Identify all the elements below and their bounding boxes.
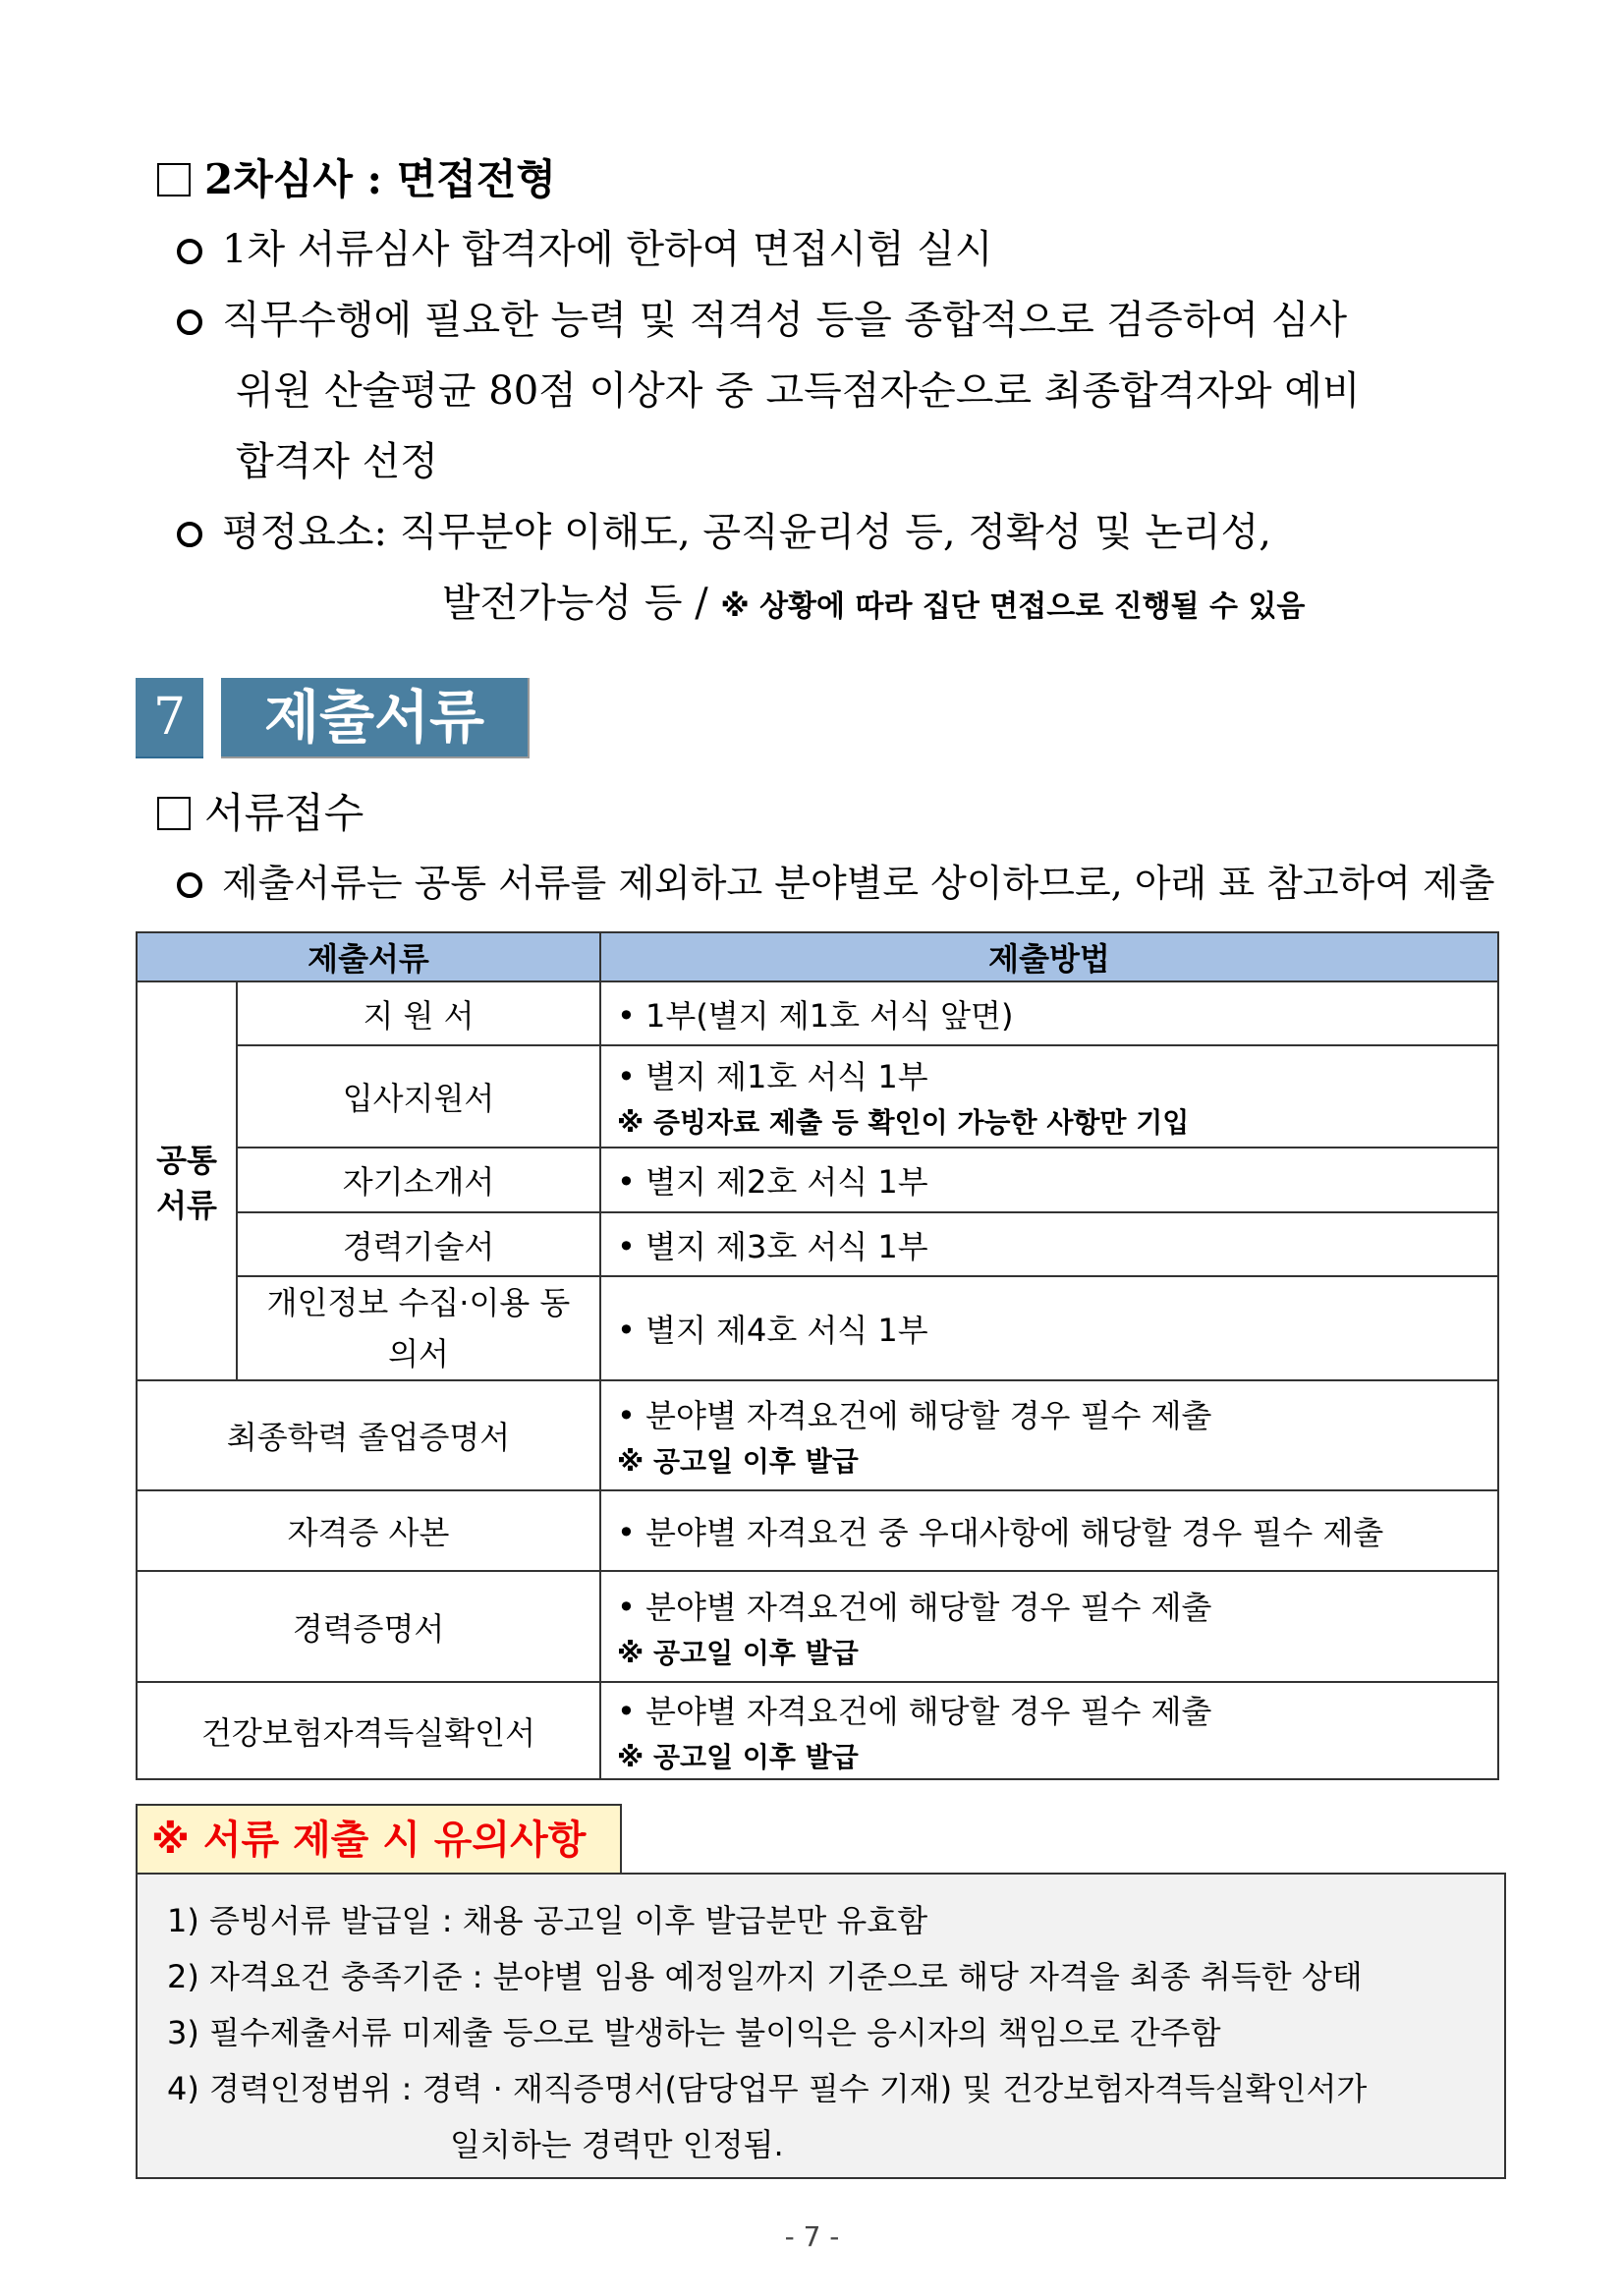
method-cell: • 분야별 자격요건에 해당할 경우 필수 제출 ※ 공고일 이후 발급 [600, 1380, 1498, 1490]
method-cell: • 별지 제3호 서식 1부 [600, 1212, 1498, 1276]
table-row [137, 1682, 1498, 1779]
table-row [137, 981, 1498, 1045]
checkbox-square-icon [157, 797, 191, 830]
doc-cell: 자기소개서 [237, 1148, 600, 1212]
group-label: 공통 서류 [137, 981, 237, 1380]
receipt-heading: 서류접수 [157, 781, 364, 840]
circle-bullet-icon [177, 872, 202, 898]
method-cell: • 분야별 자격요건 중 우대사항에 해당할 경우 필수 제출 [600, 1490, 1498, 1571]
method-cell: • 별지 제1호 서식 1부 ※ 증빙자료 제출 등 확인이 가능한 사항만 기입 [600, 1045, 1498, 1148]
table-row [137, 1045, 1498, 1148]
notes-title: ※ 서류 제출 시 유의사항 [136, 1804, 622, 1873]
doc-cell: 경력기술서 [237, 1212, 600, 1276]
section-number: 7 [136, 678, 203, 758]
doc-cell: 경력증명서 [137, 1571, 600, 1682]
page-number: - 7 - [784, 2220, 840, 2253]
method-cell: • 1부(별지 제1호 서식 앞면) [600, 981, 1498, 1045]
doc-cell: 지 원 서 [237, 981, 600, 1045]
table-row [137, 1148, 1498, 1212]
method-cell: • 분야별 자격요건에 해당할 경우 필수 제출 ※ 공고일 이후 발급 [600, 1571, 1498, 1682]
circle-bullet-icon [177, 239, 202, 264]
documents-table [136, 931, 1499, 1780]
method-cell: • 분야별 자격요건에 해당할 경우 필수 제출 ※ 공고일 이후 발급 [600, 1682, 1498, 1779]
interview-bullet-1: 1차 서류심사 합격자에 한하여 면접시험 실시 [177, 218, 993, 274]
circle-bullet-icon [177, 522, 202, 547]
method-cell: • 별지 제4호 서식 1부 [600, 1276, 1498, 1380]
interview-bullet-2-cont: 위원 산술평균 80점 이상자 중 고득점자순으로 최종합격자와 예비 [236, 368, 1361, 414]
doc-cell: 입사지원서 [237, 1045, 600, 1148]
note-item: 1) 증빙서류 발급일 : 채용 공고일 이후 발급분만 유효함 [167, 1902, 928, 1939]
table-row [137, 1571, 1498, 1682]
header-method: 제출방법 [600, 932, 1498, 981]
checkbox-square-icon [157, 163, 191, 196]
table-header-row [137, 932, 1498, 981]
interview-bullet-2-cont2: 합격자 선정 [236, 439, 438, 484]
interview-heading: 2차심사 : 면접전형 [157, 147, 556, 206]
doc-cell: 건강보험자격득실확인서 [137, 1682, 600, 1779]
table-row [137, 1380, 1498, 1490]
note-item-cont: 일치하는 경력만 인정됨. [450, 2126, 784, 2163]
table-row [137, 1490, 1498, 1571]
notes-box [136, 1873, 1506, 2179]
doc-cell: 개인정보 수집·이용 동의서 [237, 1276, 600, 1380]
method-cell: • 별지 제2호 서식 1부 [600, 1148, 1498, 1212]
circle-bullet-icon [177, 309, 202, 335]
doc-cell: 자격증 사본 [137, 1490, 600, 1571]
note-item: 3) 필수제출서류 미제출 등으로 발생하는 불이익은 응시자의 책임으로 간주함 [167, 2014, 1221, 2051]
note-item: 2) 자격요건 충족기준 : 분야별 임용 예정일까지 기준으로 해당 자격을 최종 취득한 상태 [167, 1958, 1363, 1995]
table-row [137, 1276, 1498, 1380]
note-item: 4) 경력인정범위 : 경력 · 재직증명서(담당업무 필수 기재) 및 건강보험자격득실확인서가 [167, 2070, 1368, 2107]
interview-bullet-3-cont: 발전가능성 등 / ※ 상황에 따라 집단 면접으로 진행될 수 있음 [442, 581, 1306, 626]
header-documents: 제출서류 [137, 932, 600, 981]
doc-cell: 최종학력 졸업증명서 [137, 1380, 600, 1490]
section-title: 제출서류 [221, 678, 530, 758]
interview-bullet-3: 평정요소: 직무분야 이해도, 공직윤리성 등, 정확성 및 논리성, [177, 501, 1271, 557]
receipt-bullet: 제출서류는 공통 서류를 제외하고 분야별로 상이하므로, 아래 표 참고하여 제출 [177, 853, 1494, 907]
table-row [137, 1212, 1498, 1276]
interview-bullet-2: 직무수행에 필요한 능력 및 적격성 등을 종합적으로 검증하여 심사 [177, 289, 1347, 345]
